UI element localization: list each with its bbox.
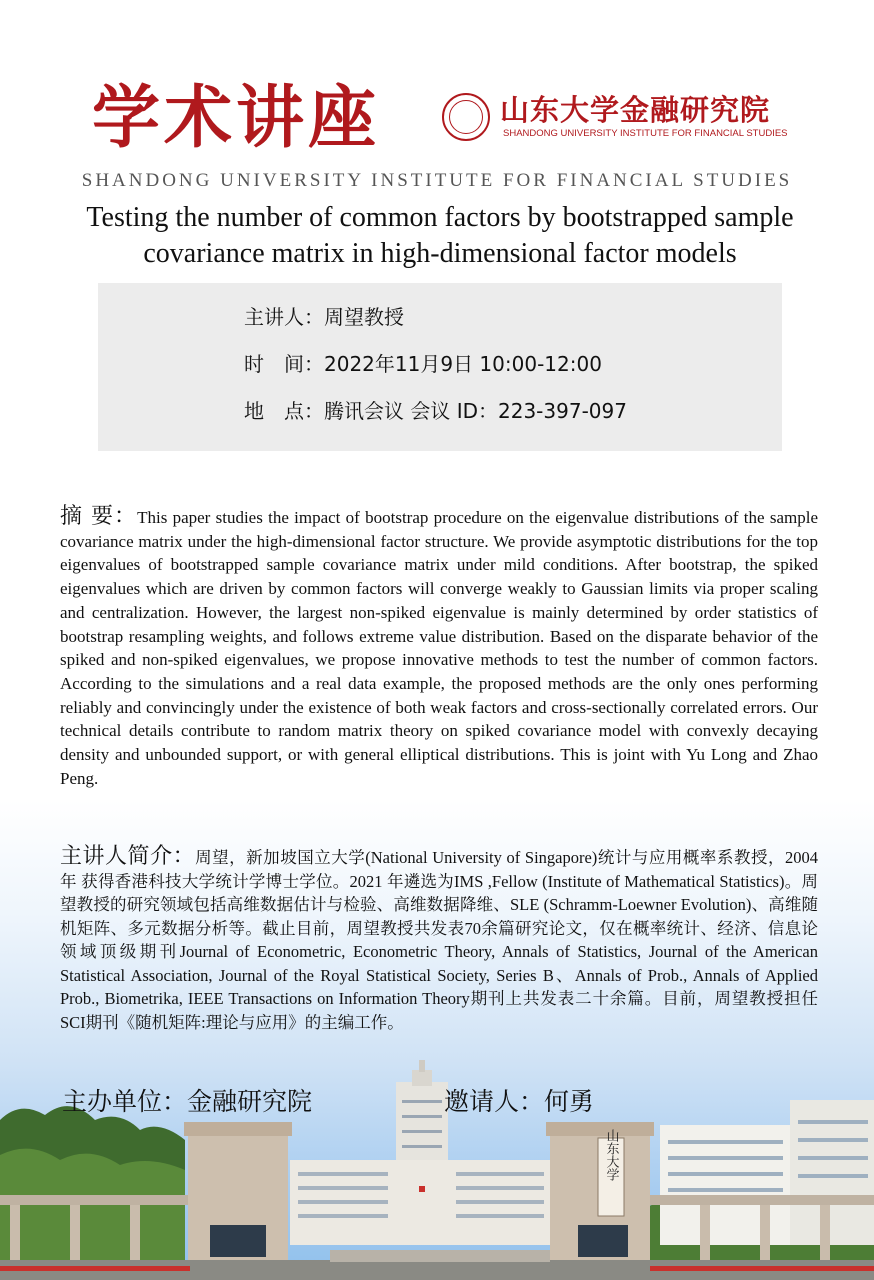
- abstract-label: 摘 要：: [60, 504, 138, 529]
- time-label: 时 间：: [244, 352, 324, 376]
- bio-label: 主讲人简介：: [60, 844, 196, 869]
- speaker-value: 周望教授: [324, 305, 404, 329]
- abstract-text: This paper studies the impact of bootstrap procedure on the eigenvalue distributions of the sample covariance matrix under the high-dimensional factor structure. We provide asymptotic distributions for the top eigenvalues of bootstrapped sample covariance matrix under mild conditions. After bootstrap, the spiked eigenvalues which are driven by common factors will converge weakly to Gaussian limits via proper scaling and centralization. However, the largest non-spiked eigenvalue is mainly determined by order statistics of bootstrap resampling weights, and follows extreme value distribution. Based on the disparate behavior of the spiked and non-spiked eigenvalues, we propose innovative methods to test the number of common factors. According to the simulations and a real data example, the proposed methods are the only ones performing reliably and convincingly under the existence of both weak factors and cross-sectionally correlated errors. Our technical details contribute to random matrix theory on spiked covariance model with convexly decaying density and unbounded support, or with general elliptical distributions. This is joint with Yu Long and Zhao Peng.: [60, 508, 819, 788]
- bio-text: 周望，新加坡国立大学(National University of Singapore)统计与应用概率系教授，2004年 获得香港科技大学统计学博士学位。2021 年遴选为IMS ,Fellow (Institute of Mathematical Statistics)。周望教授的研究领域包括高维数据估计与检验、高维数据降维、SLE (Schramm-Loewner Evolution)、高维随机矩阵、多元数据分析等。截止目前，周望教授共发表70余篇研究论文，仅在概率统计、经济、信息论领域顶级期刊Journal of Econometric, Econometric Theory, Annals of Statistics, Journal of the American Statistical Association, Journal of the Royal Statistical Society, Series B、Annals of Prob., Annals of Applied Prob., Biometrika, IEEE Transactions on Information Theory期刊上共发表二十余篇。目前，周望教授担任SCI期刊《随机矩阵:理论与应用》的主编工作。: [60, 848, 818, 1032]
- inviter: 邀请人：何勇: [444, 1087, 595, 1116]
- time-row: [244, 350, 602, 378]
- institute-subtitle: SHANDONG UNIVERSITY INSTITUTE FOR FINANCIAL STUDIES: [81, 170, 793, 191]
- speaker-label: 主讲人：: [244, 305, 324, 329]
- talk-title-line1: Testing the number of common factors by bootstrapped sample: [86, 202, 794, 233]
- lecture-title-banner: 学术讲座: [92, 78, 381, 158]
- place-value: 腾讯会议 会议 ID：223-397-097: [324, 399, 627, 423]
- institute-logo-en: SHANDONG UNIVERSITY INSTITUTE FOR FINANCIAL STUDIES: [503, 128, 788, 139]
- university-seal-icon: [442, 93, 490, 141]
- host-unit: 主办单位：金融研究院: [62, 1087, 313, 1116]
- talk-title: [40, 200, 840, 272]
- place-row: [244, 397, 627, 425]
- gate-pillar-left: [188, 1130, 288, 1280]
- institute-logo-cn: 山东大学金融研究院: [500, 93, 771, 127]
- gate-plaque-text: 山东大学: [603, 1129, 619, 1181]
- info-box: [98, 283, 782, 451]
- talk-title-line2: covariance matrix in high-dimensional factor models: [143, 238, 737, 269]
- place-label: 地 点：: [244, 399, 324, 423]
- abstract-section: [60, 505, 818, 790]
- bio-section: [60, 845, 818, 1034]
- speaker-row: [244, 303, 404, 331]
- time-value: 2022年11月9日 10:00-12:00: [324, 352, 602, 376]
